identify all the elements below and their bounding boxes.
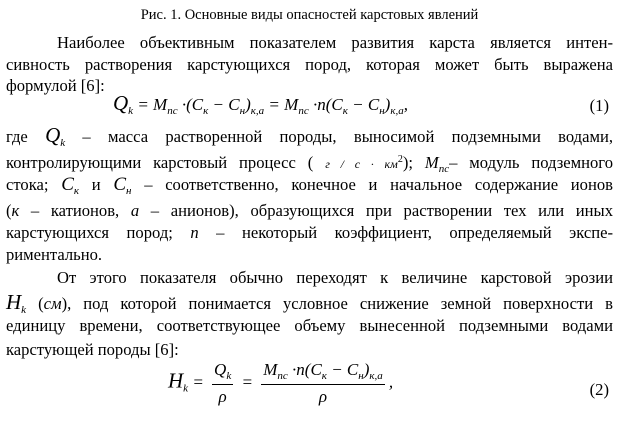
formula-2: $H_k$ = $\frac{Q_k}{\rho}$ = $\frac{M_{пс} \cdot n(C_к - C_н)_{к,а}}{\rho}$ , [168, 360, 394, 406]
paragraph-1-line-3: формулой [6]: [6, 76, 105, 95]
equation-number-1: (1) [589, 96, 609, 115]
paragraph-3-line-4: карстующей породы [6]: [6, 340, 179, 359]
paragraph-2-line-1: где $Q_k$ – масса растворенной породы, выносимой подземными водами, [6, 123, 613, 149]
paragraph-2-line-2: контролирующими карстовый процесс ( $г / с \cdot км^2$); $M_{пс}-$ модуль подземного [6, 153, 613, 175]
figure-caption: Рис. 1. Основные виды опасностей карстовых явлений [140, 7, 479, 23]
equation-number-2: (2) [589, 380, 609, 399]
paragraph-2-line-3: стока; $C_к$ и $C_н$ – соответственно, конечное и начальное содержание ионов [6, 174, 613, 197]
paragraph-1-line-1: Наиболее объективным показателем развития карста является интен- [57, 33, 613, 52]
paragraph-1-line-2: сивность растворения карстующихся пород, которая может быть выражена [6, 55, 613, 74]
formula-1: $Q_k = M_{пс} \cdot(C_к - C_н)_{к,а} = M_{пс} \cdot n(C_к - C_н)_{к,а}$, [113, 91, 408, 117]
paragraph-2-line-5: карстующихся пород; n – некоторый коэффициент, определяемый экспе- [6, 223, 613, 242]
paragraph-2-line-4: (к – катионов, а – анионов), образующихся при растворении тех или иных [6, 201, 614, 220]
paragraph-3-line-3: единицу времени, соответствующее объему вынесенной подземными водами [6, 316, 613, 335]
paragraph-3-line-1: От этого показателя обычно переходят к величине карстовой эрозии [57, 268, 613, 287]
paragraph-3-line-2: $H_k$ (см), под которой понимается условное снижение земной поверхности в [6, 290, 613, 316]
paragraph-2-line-6: риментально. [6, 245, 103, 264]
